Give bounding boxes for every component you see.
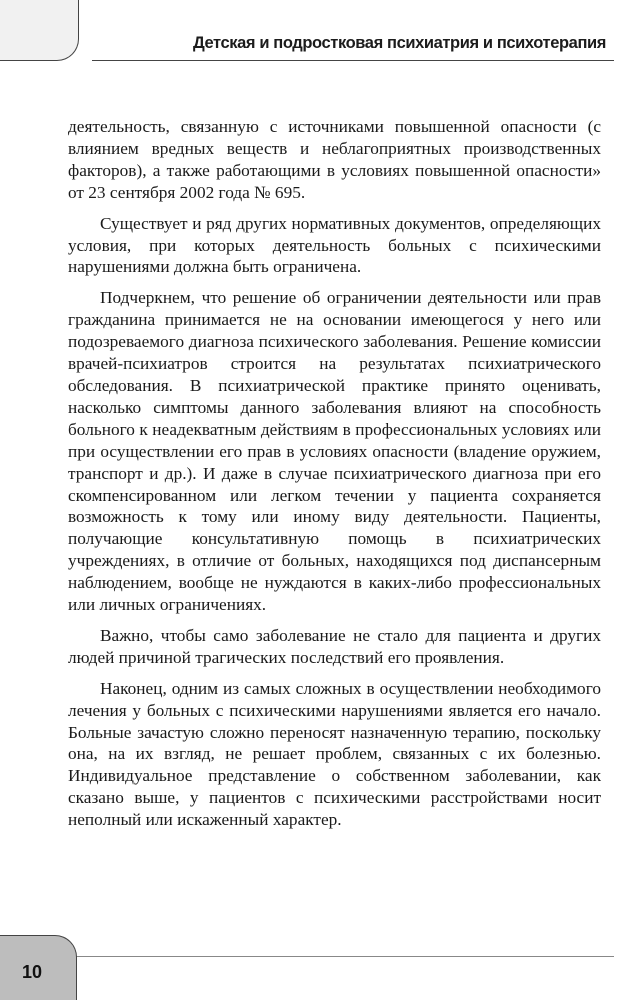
paragraph: Существует и ряд других нормативных документов, определяющих условия, при которых деятельность больных с психическими нарушениями должна быть ограничена.: [68, 213, 601, 277]
running-head: Детская и подростковая психиатрия и психотерапия: [192, 34, 606, 52]
paragraph: Важно, чтобы само заболевание не стало для пациента и других людей причиной трагических последствий его проявления.: [68, 625, 601, 667]
paragraph: Подчеркнем, что решение об ограничении деятельности или прав гражданина принимается не на основании имеющегося у него или подозреваемого диагноза психического заболевания. Решение комиссии врачей-психиатров строится на результатах психиатрического обследования. В психиатрической практике принято оценивать, насколько симптомы данного заболевания влияют на способность больного к неадекватным действиям в профессиональных условиях или при осуществлении его прав в условиях опасности (владение оружием, транспорт и др.). И даже в случае психиатрического диагноза при его скомпенсированном или легком течении у пациента сохраняется возможность к тому или иному виду деятельности. Пациенты, получающие консультативную помощь в психиатрических учреждениях, в отличие от больных, находящихся под диспансерным наблюдением, вообще не нуждаются в каких-либо профессиональных или личных ограничениях.: [68, 288, 601, 615]
paragraph: деятельность, связанную с источниками повышенной опасности (с влиянием вредных веществ и неблагоприятных производственных факторов), а также работающими в условиях повышенной опасности» от 23 сентября 2002 года № 695.: [68, 117, 601, 202]
body-text: [68, 116, 601, 840]
paragraph: Наконец, одним из самых сложных в осуществлении необходимого лечения у больных с психическими нарушениями является его начало. Больные зачастую сложно переносят назначенную терапию, поскольку она, на их взгляд, не решает проблем, связанных с их болезнью. Индивидуальное представление о собственном заболевании, как сказано выше, у пациентов с психическими расстройствами носит неполный или искаженный характер.: [68, 678, 601, 830]
header-rule: [92, 60, 614, 61]
page-number: 10: [22, 962, 43, 982]
footer-rule: [76, 956, 614, 957]
header-corner-tab: [0, 0, 79, 61]
